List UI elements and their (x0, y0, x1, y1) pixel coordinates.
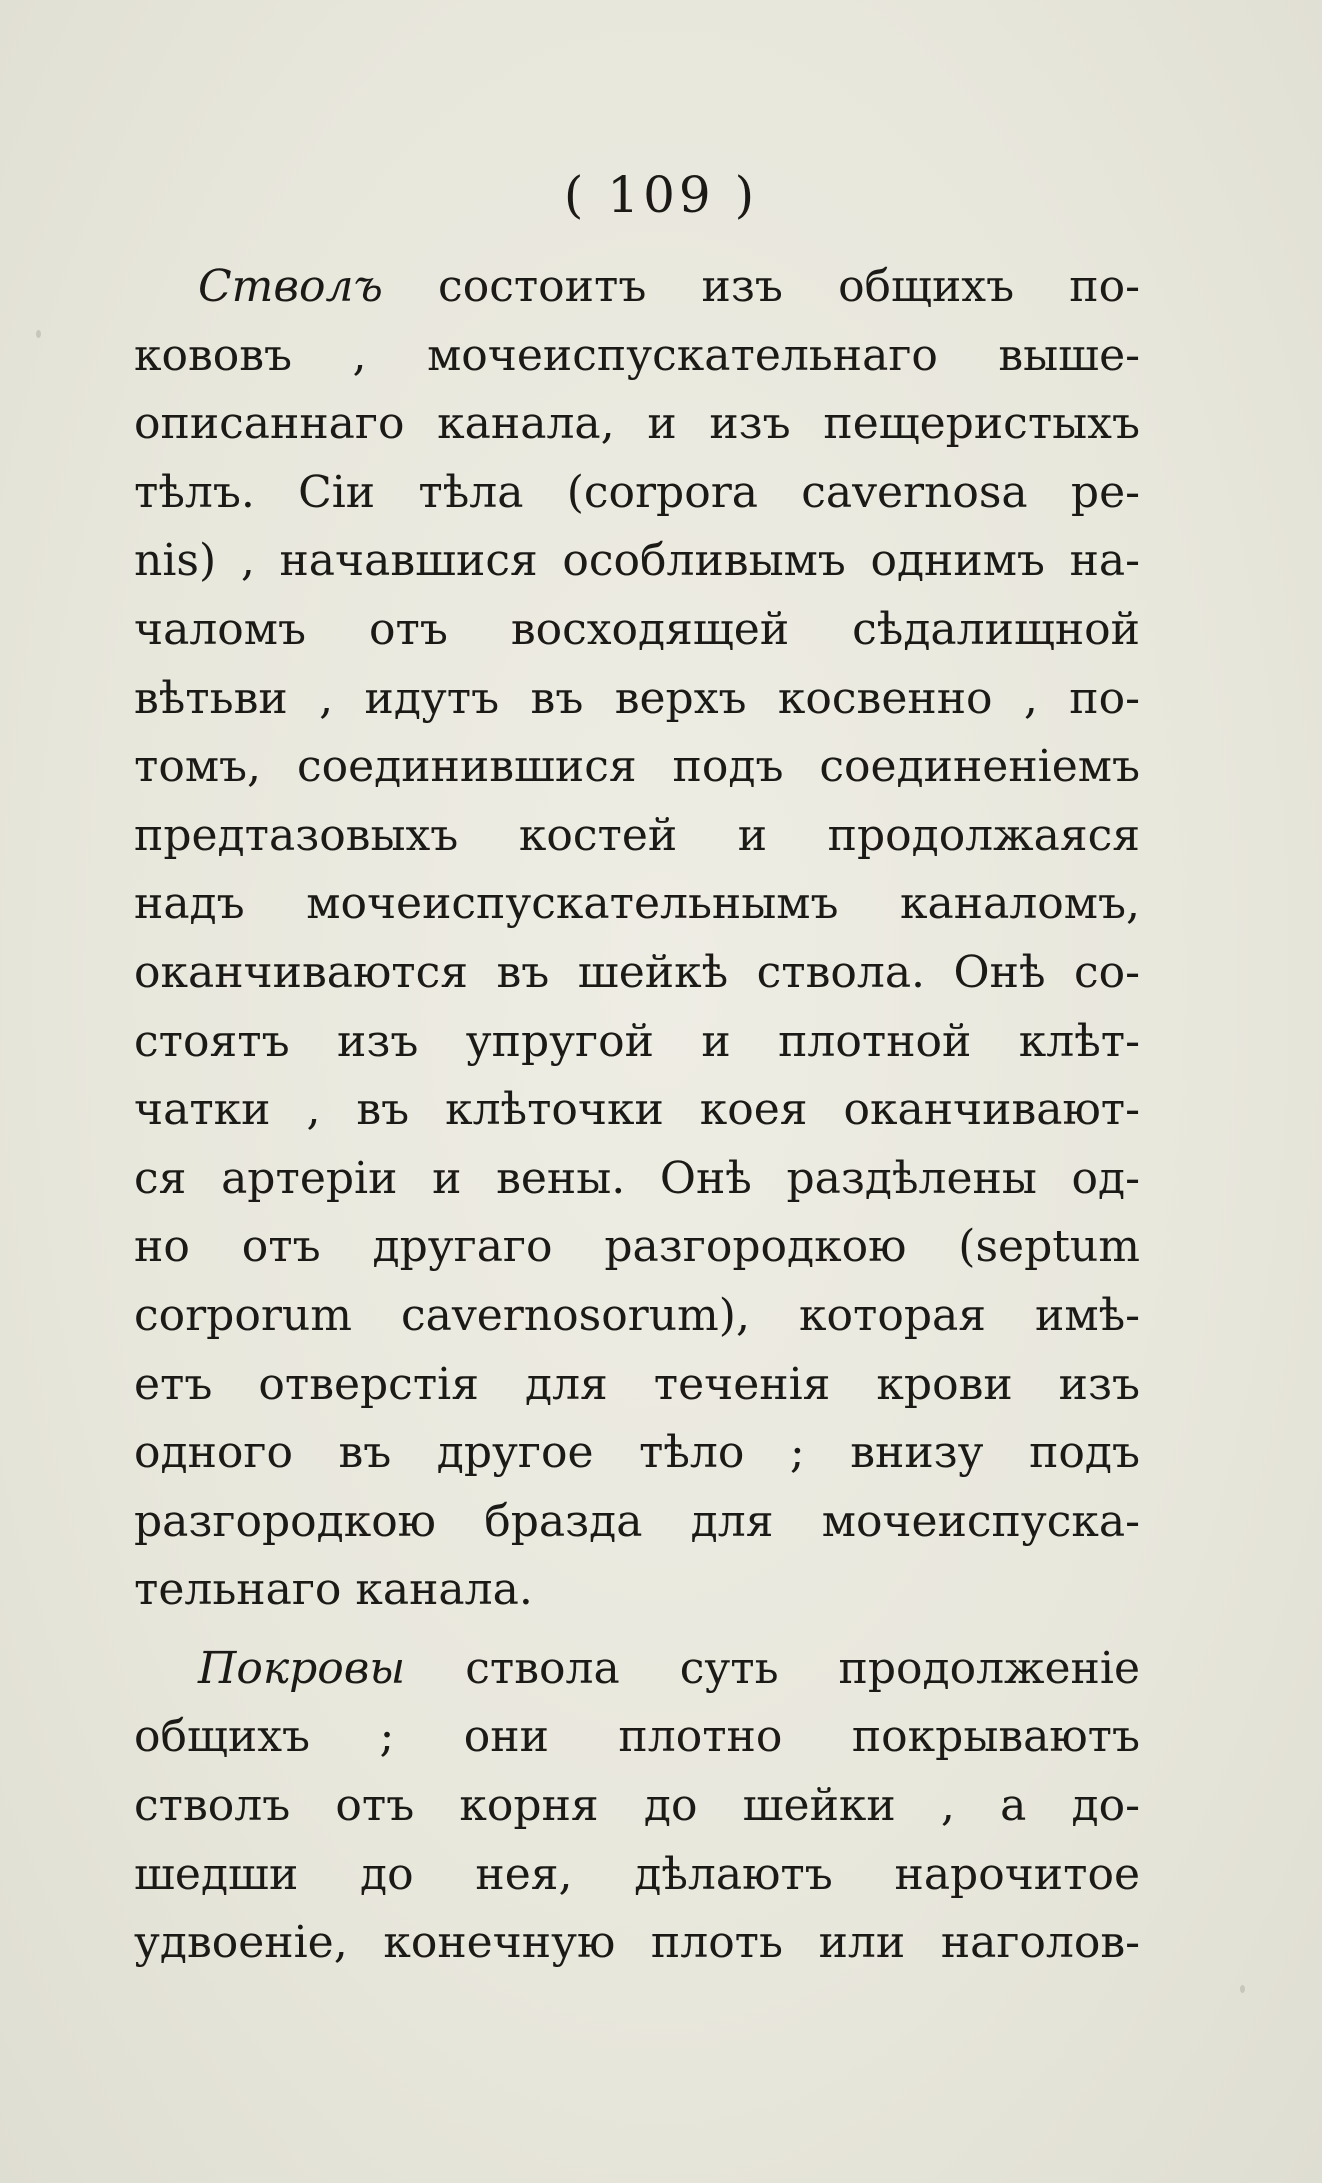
italic-term: Стволъ (198, 261, 383, 312)
paper-speck (36, 330, 41, 338)
text-line: вѣтьви , идутъ въ верхъ косвенно , по- (134, 672, 1140, 724)
page-number: ( 109 ) (563, 166, 759, 224)
text-line: стоятъ изъ упругой и плотной клѣт- (134, 1015, 1140, 1067)
text-line: удвоеніе, конечную плоть или наголов- (134, 1917, 1140, 1969)
text-line: кововъ , мочеиспускательнаго выше- (134, 329, 1140, 381)
paragraph-gap (134, 1625, 1140, 1635)
text-line: чатки , въ клѣточки коея оканчивают- (134, 1084, 1140, 1136)
text-line: тѣлъ. Сіи тѣла (corpora cavernosa pe- (134, 466, 1140, 518)
text-line: nis) , начавшися особливымъ однимъ на- (134, 535, 1140, 587)
text-line: ся артеріи и вены. Онѣ раздѣлены од- (134, 1152, 1140, 1204)
text-line: чаломъ отъ восходящей сѣдалищной (134, 603, 1140, 655)
text-line: предтазовыхъ костей и продолжаяся (134, 809, 1140, 861)
paper-speck (1240, 1985, 1245, 1993)
text-line: общихъ ; они плотно покрываютъ (134, 1711, 1140, 1763)
text-line: Покровы ствола суть продолженіе (198, 1642, 1140, 1694)
text-line: но отъ другаго разгородкою (septum (134, 1221, 1140, 1273)
text-line: оканчиваются въ шейкѣ ствола. Онѣ со- (134, 946, 1140, 998)
text-line: одного въ другое тѣло ; внизу подъ (134, 1427, 1140, 1479)
text-line: шедши до нея, дѣлаютъ нарочитое (134, 1848, 1140, 1900)
text-line: етъ отверстія для теченія крови изъ (134, 1358, 1140, 1410)
text-line: corporum cavernosorum), которая имѣ- (134, 1289, 1140, 1341)
body-text (134, 253, 1140, 1978)
text-line: разгородкою бразда для мочеиспуска- (134, 1495, 1140, 1547)
paragraph-1 (134, 253, 1140, 1625)
text-line: томъ, соединившися подъ соединеніемъ (134, 741, 1140, 793)
text-line: описаннаго канала, и изъ пещеристыхъ (134, 398, 1140, 450)
text-line: стволъ отъ корня до шейки , а до- (134, 1780, 1140, 1832)
italic-term: Покровы (198, 1642, 406, 1694)
text-line: Стволъ состоитъ изъ общихъ по- (198, 261, 1140, 312)
text-line: тельнаго канала. (134, 1564, 533, 1616)
paragraph-2 (134, 1635, 1140, 1978)
text-line: надъ мочеиспускательнымъ каналомъ, (134, 878, 1140, 930)
